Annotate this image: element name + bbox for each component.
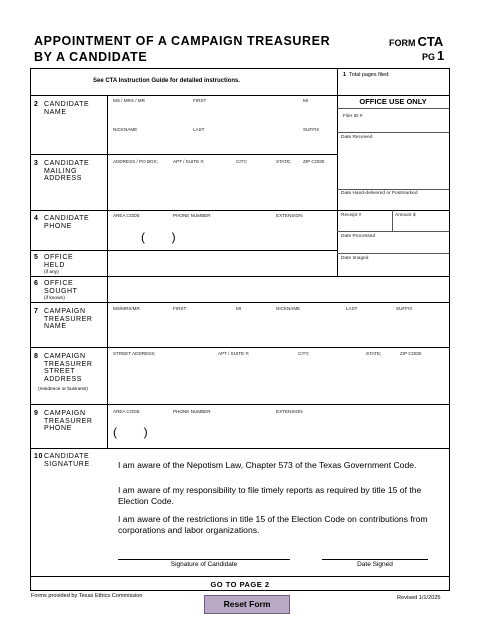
- field-t-mi: MI: [236, 306, 242, 311]
- reset-form-button[interactable]: Reset Form: [204, 595, 290, 614]
- candidate-name-field[interactable]: [108, 96, 336, 154]
- section-2-number: 2: [34, 101, 39, 108]
- section-8-number: 8: [34, 353, 39, 360]
- section-5-title: OFFICE HELD: [44, 254, 74, 269]
- statement-restrictions: I am aware of the restrictions in title 15 of the Election Code on contributions from corporations and labor organizations.: [118, 514, 428, 535]
- revised-date: Revised 1/1/2025: [397, 595, 441, 601]
- form-code-label: [389, 34, 443, 49]
- field-zip: ZIP CODE: [303, 159, 325, 164]
- section-2-label: [34, 101, 104, 116]
- section-8-label: [34, 353, 106, 394]
- field-t-zip: ZIP CODE: [400, 351, 422, 356]
- field-t-suffix: SUFFIX: [396, 306, 413, 311]
- field-t-extension: EXTENSION: [276, 409, 303, 414]
- section-9-number: 9: [34, 410, 39, 417]
- office-held-field[interactable]: [108, 251, 336, 276]
- section-4-number: 4: [34, 215, 39, 222]
- section-4-label: [34, 215, 104, 230]
- field-t-state: STATE;: [366, 351, 382, 356]
- date-received-label: Date Received: [341, 135, 373, 140]
- section-6-title: OFFICE SOUGHT: [44, 280, 78, 295]
- field-t-phone-number: PHONE NUMBER: [173, 409, 211, 414]
- field-city: CITY;: [236, 159, 248, 164]
- instruction-text: See CTA Instruction Guide for detailed instructions.: [93, 78, 241, 84]
- section-10-title: CANDIDATE SIGNATURE: [44, 453, 90, 468]
- section-4-title: CANDIDATE PHONE: [44, 215, 90, 230]
- form-title-line1: APPOINTMENT OF A CAMPAIGN TREASURER: [34, 34, 331, 48]
- t-area-code-parens: ( ): [113, 425, 148, 439]
- total-pages-number: 1: [343, 72, 346, 78]
- date-signed-field[interactable]: [322, 545, 428, 559]
- field-t-city: CITY;: [298, 351, 310, 356]
- field-t-nickname: NICKNAME: [276, 306, 301, 311]
- field-extension: EXTENSION: [276, 213, 303, 218]
- left-border: [30, 68, 31, 590]
- office-rule-4: [337, 231, 449, 232]
- section-6-note: (if known): [44, 296, 65, 302]
- form-title-line2: BY A CANDIDATE: [34, 50, 148, 64]
- field-phone-number: PHONE NUMBER: [173, 213, 211, 218]
- rule-after-10: [30, 576, 450, 577]
- section-3-number: 3: [34, 160, 39, 167]
- section-5-number: 5: [34, 254, 39, 261]
- field-address: ADDRESS / PO BOX;: [113, 159, 158, 164]
- office-sought-field[interactable]: [108, 277, 448, 302]
- form-prefix: FORM: [389, 38, 416, 48]
- receipt-divider: [392, 210, 393, 231]
- office-heading-rule: [337, 108, 449, 109]
- page-label: [422, 48, 444, 63]
- signature-label: Signature of Candidate: [170, 561, 238, 568]
- amount-label: Amount $: [395, 213, 416, 218]
- office-rule-1: [337, 132, 449, 133]
- field-t-last: LAST: [346, 306, 358, 311]
- section-3-title: CANDIDATE MAILING ADDRESS: [44, 160, 90, 183]
- field-salutation: MS / MRS / MR: [113, 98, 145, 103]
- date-processed-label: Date Processed: [341, 234, 376, 239]
- filer-id-label: Filer ID #: [343, 114, 363, 119]
- field-t-first: FIRST: [173, 306, 187, 311]
- receipt-label: Receipt #: [341, 213, 362, 218]
- treasurer-address-field[interactable]: [108, 348, 448, 403]
- field-t-street: STREET ADDRESS;: [113, 351, 156, 356]
- section-7-title: CAMPAIGN TREASURER NAME: [44, 308, 93, 331]
- section-2-title: CANDIDATE NAME: [44, 101, 90, 116]
- date-hand-delivered-label: Date Hand-delivered or Postmarked: [341, 191, 418, 196]
- statement-nepotism: I am aware of the Nepotism Law, Chapter 573 of the Texas Government Code.: [118, 460, 417, 470]
- field-state: STATE;: [276, 159, 292, 164]
- page-prefix: PG: [422, 52, 436, 62]
- total-pages: [343, 72, 389, 78]
- office-rule-3: [337, 210, 449, 211]
- section-6-label: [34, 280, 104, 303]
- section-9-label: [34, 410, 104, 433]
- form-title: [34, 33, 330, 65]
- field-last: LAST: [193, 127, 205, 132]
- statement-timely-reports: I am aware of my responsibility to file timely reports as required by title 15 of the Election Code.: [118, 485, 422, 506]
- date-signed-label: Date Signed: [357, 561, 393, 568]
- field-suffix: SUFFIX: [303, 127, 320, 132]
- field-first: FIRST: [193, 98, 207, 103]
- section-6-number: 6: [34, 280, 39, 287]
- office-rule-5: [337, 253, 449, 254]
- section-10-number: 10: [34, 453, 43, 460]
- office-rule-2: [337, 189, 449, 190]
- section-5-label: [34, 254, 104, 277]
- office-use-heading: OFFICE USE ONLY: [359, 97, 427, 106]
- rule-after-9: [30, 448, 450, 449]
- total-pages-label: Total pages filed:: [349, 72, 390, 78]
- header-rule: [30, 68, 450, 69]
- provided-by: Forms provided by Texas Ethics Commission: [31, 593, 143, 599]
- date-line: [322, 559, 428, 560]
- section-7-label: [34, 308, 104, 331]
- field-t-area-code: AREA CODE: [113, 409, 140, 414]
- section-3-label: [34, 160, 104, 183]
- section-5-note: (if any): [44, 270, 59, 276]
- area-code-parens: ( ): [141, 230, 176, 244]
- field-t-salutation: MS/MRS/MR: [113, 306, 140, 311]
- field-area-code: AREA CODE: [113, 213, 140, 218]
- section-10-label: [34, 453, 106, 468]
- field-t-apt: APT / SUITE #;: [218, 351, 250, 356]
- office-use-top-rule: [337, 95, 449, 96]
- signature-line: [118, 559, 290, 560]
- candidate-signature-field[interactable]: [118, 545, 290, 559]
- section-8-title: CAMPAIGN TREASURER STREET ADDRESS: [44, 353, 93, 383]
- bottom-rule: [30, 590, 450, 591]
- field-apt: APT / SUITE #;: [173, 159, 205, 164]
- date-imaged-label: Date Imaged: [341, 256, 369, 261]
- section-8-note: (residence or business): [38, 387, 88, 393]
- page-number: 1: [437, 48, 445, 63]
- section-9-title: CAMPAIGN TREASURER PHONE: [44, 410, 93, 433]
- form-code: CTA: [417, 34, 444, 49]
- right-border: [449, 68, 450, 590]
- field-nickname: NICKNAME: [113, 127, 138, 132]
- go-to-page-2: GO TO PAGE 2: [210, 580, 270, 589]
- field-mi: MI: [303, 98, 309, 103]
- section-7-number: 7: [34, 308, 39, 315]
